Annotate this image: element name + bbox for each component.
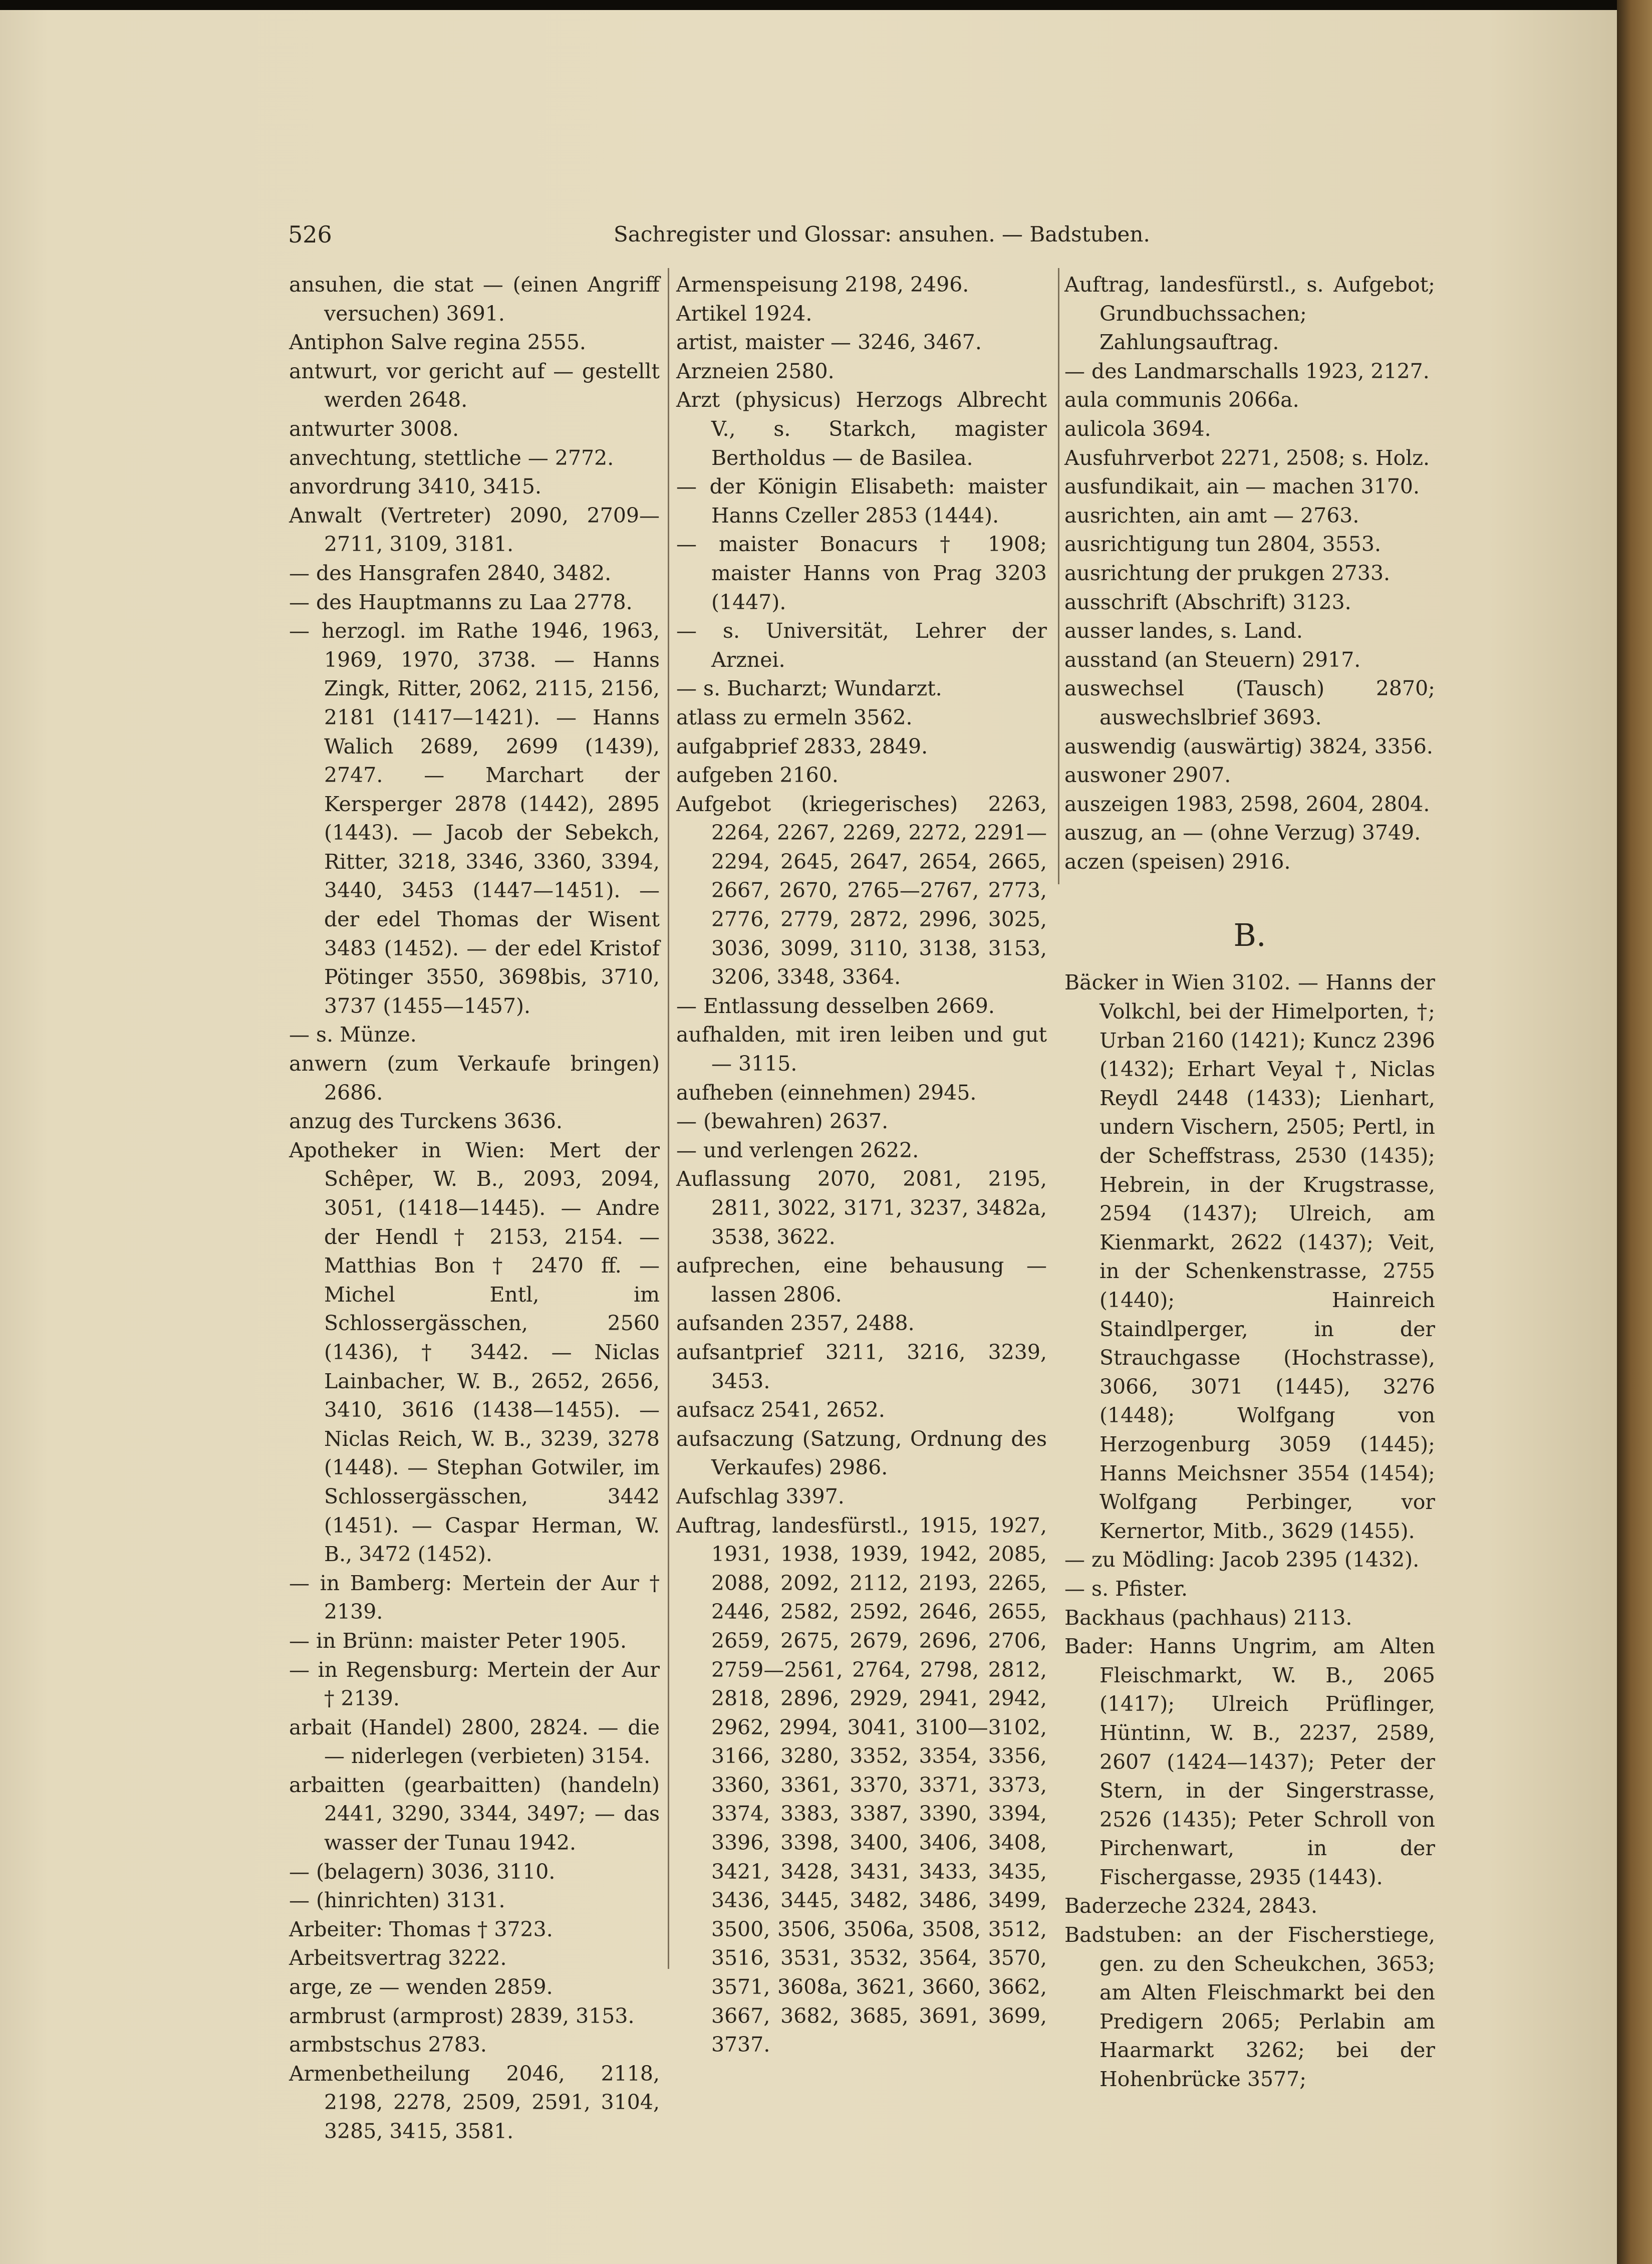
index-entry: ausrichtigung tun 2804, 3553. [1064, 532, 1381, 557]
page-number: 526 [288, 221, 332, 248]
index-entry: artist, maister — 3246, 3467. [676, 330, 982, 355]
index-entry: Arbeiter: Thomas † 3723. [289, 1917, 553, 1941]
index-entry: Arzneien 2580. [676, 359, 835, 383]
running-title: Sachregister und Glossar: ansuhen. — Badstuben. [614, 222, 1150, 246]
index-entry: anzug des Turckens 3636. [289, 1109, 563, 1134]
index-entry: aczen (speisen) 2916. [1064, 849, 1291, 874]
index-entry: arbaitten (gearbaitten) (handeln) 2441, 3290, 3344, 3497; — das wasser der Tunau 1942. [289, 1773, 660, 1855]
index-entry: aufhalden, mit iren leiben und gut — 3115. [676, 1023, 1047, 1076]
index-entry: auszug, an — (ohne Verzug) 3749. [1064, 821, 1421, 845]
index-entry: — und verlengen 2622. [676, 1138, 919, 1162]
index-entry: auswoner 2907. [1064, 763, 1231, 788]
index-entry: ausschrift (Abschrift) 3123. [1064, 590, 1351, 614]
index-entry: auswendig (auswärtig) 3824, 3356. [1064, 734, 1433, 759]
index-entry: Auflassung 2070, 2081, 2195, 2811, 3022, 3171, 3237, 3482a, 3538, 3622. [676, 1167, 1047, 1249]
index-entry: Artikel 1924. [676, 301, 812, 326]
index-entry: — s. Pfister. [1064, 1576, 1188, 1601]
index-entry: antwurt, vor gericht auf — gestellt werden 2648. [289, 359, 660, 412]
index-entry: ausrichtung der prukgen 2733. [1064, 561, 1391, 585]
index-entry: — (hinrichten) 3131. [289, 1888, 505, 1913]
index-column-1 [289, 271, 660, 2146]
page-header [288, 219, 1425, 249]
index-entry: — s. Universität, Lehrer der Arznei. [676, 619, 1047, 672]
index-entry: aufgeben 2160. [676, 763, 839, 788]
index-entry: Bäcker in Wien 3102. — Hanns der Volkchl, bei der Himelporten, †; Urban 2160 (1421); Kuncz 2396 (1432); Erhart Veyal †, Niclas Reydl 2448 (1433); Lienhart, undern Vischern, 2505; Pertl, in der Scheffstrass, 2530 (1435); Hebrein, in der Krugstrasse, 2594 (1437); Ulreich, am Kienmarkt, 2622 (1437); Veit, in der Schenkenstrasse, 2755 (1440); Hainreich Staindlperger, in der Strauchgasse (Hochstrasse), 3066, 3071 (1445), 3276 (1448); Wolfgang von Herzogenburg 3059 (1445); Hanns Meichsner 3554 (1454); Wolfgang Perbinger, vor Kernertor, Mitb., 3629 (1455). [1064, 970, 1435, 1543]
index-entry: anvordrung 3410, 3415. [289, 474, 542, 499]
index-entry: — in Regensburg: Mertein der Aur † 2139. [289, 1657, 660, 1711]
index-entry: aufsanden 2357, 2488. [676, 1311, 915, 1336]
index-entry: aufgabprief 2833, 2849. [676, 734, 928, 759]
index-entry: anwern (zum Verkaufe bringen) 2686. [289, 1052, 660, 1105]
index-entry: antwurter 3008. [289, 416, 459, 441]
index-entry: ansuhen, die stat — (einen Angriff versuchen) 3691. [289, 273, 660, 326]
index-entry: — s. Münze. [289, 1023, 417, 1047]
index-entry: Aufgebot (kriegerisches) 2263, 2264, 2267, 2269, 2272, 2291—2294, 2645, 2647, 2654, 2665, 2667, 2670, 2765—2767, 2773, 2776, 2779, 2872, 2996, 3025, 3036, 3099, 3110, 3138, 3153, 3206, 3348, 3364. [676, 792, 1047, 989]
book-edge [1617, 0, 1652, 2264]
index-entry: Ausfuhrverbot 2271, 2508; s. Holz. [1064, 445, 1430, 470]
index-entry: — s. Bucharzt; Wundarzt. [676, 676, 942, 701]
index-entry: ausstand (an Steuern) 2917. [1064, 647, 1361, 672]
index-entry: — in Bamberg: Mertein der Aur † 2139. [289, 1571, 660, 1624]
index-entry: — des Hansgrafen 2840, 3482. [289, 561, 612, 585]
index-entry: Auftrag, landesfürstl., 1915, 1927, 1931, 1938, 1939, 1942, 2085, 2088, 2092, 2112, 2193, 2265, 2446, 2582, 2592, 2646, 2655, 2659, 2675, 2679, 2696, 2706, 2759—2561, 2764, 2798, 2812, 2818, 2896, 2929, 2941, 2942, 2962, 2994, 3041, 3100—3102, 3166, 3280, 3352, 3354, 3356, 3360, 3361, 3370, 3371, 3373, 3374, 3383, 3387, 3390, 3394, 3396, 3398, 3400, 3406, 3408, 3421, 3428, 3431, 3433, 3435, 3436, 3445, 3482, 3486, 3499, 3500, 3506, 3506a, 3508, 3512, 3516, 3531, 3532, 3564, 3570, 3571, 3608a, 3621, 3660, 3662, 3667, 3682, 3685, 3691, 3699, 3737. [676, 1513, 1047, 2057]
index-entry: aula communis 2066a. [1064, 388, 1299, 412]
index-entry: aufsacz 2541, 2652. [676, 1398, 885, 1422]
document-page [0, 10, 1617, 2264]
index-entry: aufsantprief 3211, 3216, 3239, 3453. [676, 1340, 1047, 1393]
index-entry: Arzt (physicus) Herzogs Albrecht V., s. Starkch, magister Bertholdus — de Basilea. [676, 388, 1047, 470]
index-entry: Backhaus (pachhaus) 2113. [1064, 1605, 1352, 1630]
index-entry: aufprechen, eine behausung — lassen 2806. [676, 1253, 1047, 1307]
index-column-2 [676, 271, 1047, 2060]
index-entry: aufheben (einnehmen) 2945. [676, 1080, 977, 1105]
index-entry: Apotheker in Wien: Mert der Schêper, W. B., 2093, 2094, 3051, (1418—1445). — Andre der Hendl † 2153, 2154. — Matthias Bon † 2470 ff. — Michel Entl, im Schlossergässchen, 2560 (1436), † 3442. — Niclas Lainbacher, W. B., 2652, 2656, 3410, 3616 (1438—1455). — Niclas Reich, W. B., 3239, 3278 (1448). — Stephan Gotwiler, im Schlossergässchen, 3442 (1451). — Caspar Herman, W. B., 3472 (1452). [289, 1138, 660, 1567]
index-entry: Arbeitsvertrag 3222. [289, 1946, 507, 1970]
index-entry: aulicola 3694. [1064, 416, 1211, 441]
index-entry: arbait (Handel) 2800, 2824. — die — niderlegen (verbieten) 3154. [289, 1715, 660, 1769]
index-entry: — maister Bonacurs † 1908; maister Hanns von Prag 3203 (1447). [676, 532, 1047, 614]
index-entry: aufsaczung (Satzung, Ordnung des Verkaufes) 2986. [676, 1426, 1047, 1480]
index-entry: Aufschlag 3397. [676, 1484, 845, 1508]
index-entry: — (bewahren) 2637. [676, 1109, 889, 1134]
index-entry: ausser landes, s. Land. [1064, 619, 1303, 643]
index-entry: Anwalt (Vertreter) 2090, 2709— 2711, 3109, 3181. [289, 503, 660, 557]
index-column-3 [1064, 271, 1435, 2094]
index-entry: anvechtung, stettliche — 2772. [289, 445, 614, 470]
index-entry: Baderzeche 2324, 2843. [1064, 1894, 1317, 1918]
index-entry: arge, ze — wenden 2859. [289, 1975, 553, 1999]
index-entry: auszeigen 1983, 2598, 2604, 2804. [1064, 792, 1430, 816]
column-divider [668, 268, 669, 1969]
index-entry: ausfundikait, ain — machen 3170. [1064, 474, 1420, 499]
index-entry: ausrichten, ain amt — 2763. [1064, 503, 1359, 528]
index-entry: — des Landmarschalls 1923, 2127. [1064, 359, 1430, 383]
index-entry: — zu Mödling: Jacob 2395 (1432). [1064, 1548, 1420, 1572]
index-entry: — herzogl. im Rathe 1946, 1963, 1969, 1970, 3738. — Hanns Zingk, Ritter, 2062, 2115, 2156, 2181 (1417—1421). — Hanns Walich 2689, 2699 (1439), 2747. — Marchart der Kersperger 2878 (1442), 2895 (1443). — Jacob der Sebekch, Ritter, 3218, 3346, 3360, 3394, 3440, 3453 (1447—1451). — der edel Thomas der Wisent 3483 (1452). — der edel Kristof Pötinger 3550, 3698bis, 3710, 3737 (1455—1457). [289, 619, 660, 1018]
index-entry: armbstschus 2783. [289, 2033, 487, 2057]
index-entry: — des Hauptmanns zu Laa 2778. [289, 590, 633, 614]
section-letter-heading: B. [1233, 917, 1266, 954]
index-entry: Antiphon Salve regina 2555. [289, 330, 586, 355]
index-entry: — (belagern) 3036, 3110. [289, 1859, 556, 1884]
index-entry: auswechsel (Tausch) 2870; auswechslbrief 3693. [1064, 676, 1435, 729]
column-divider [1058, 268, 1059, 884]
index-entry: Badstuben: an der Fischerstiege, gen. zu den Scheukchen, 3653; am Alten Fleischmarkt bei den Predigern 2065; Perlabin am Haarmarkt 3262; bei der Hohenbrücke 3577; [1064, 1923, 1435, 2092]
index-entry: Armenbetheilung 2046, 2118, 2198, 2278, 2509, 2591, 3104, 3285, 3415, 3581. [289, 2061, 660, 2143]
index-entry: — Entlassung desselben 2669. [676, 993, 995, 1018]
index-entry: atlass zu ermeln 3562. [676, 705, 913, 729]
index-entry: Bader: Hanns Ungrim, am Alten Fleischmarkt, W. B., 2065 (1417); Ulreich Prüflinger, Hüntinn, W. B., 2237, 2589, 2607 (1424—1437); Peter der Stern, in der Singerstrasse, 2526 (1435); Peter Schroll von Pirchenwart, in der Fischergasse, 2935 (1443). [1064, 1634, 1435, 1889]
index-entry: Auftrag, landesfürstl., s. Aufgebot; Grundbuchssachen; Zahlungsauftrag. [1064, 273, 1435, 355]
index-entry: Armenspeisung 2198, 2496. [676, 273, 969, 297]
index-entry: — in Brünn: maister Peter 1905. [289, 1628, 627, 1653]
index-entry: armbrust (armprost) 2839, 3153. [289, 2003, 635, 2028]
index-entry: — der Königin Elisabeth: maister Hanns Czeller 2853 (1444). [676, 474, 1047, 528]
